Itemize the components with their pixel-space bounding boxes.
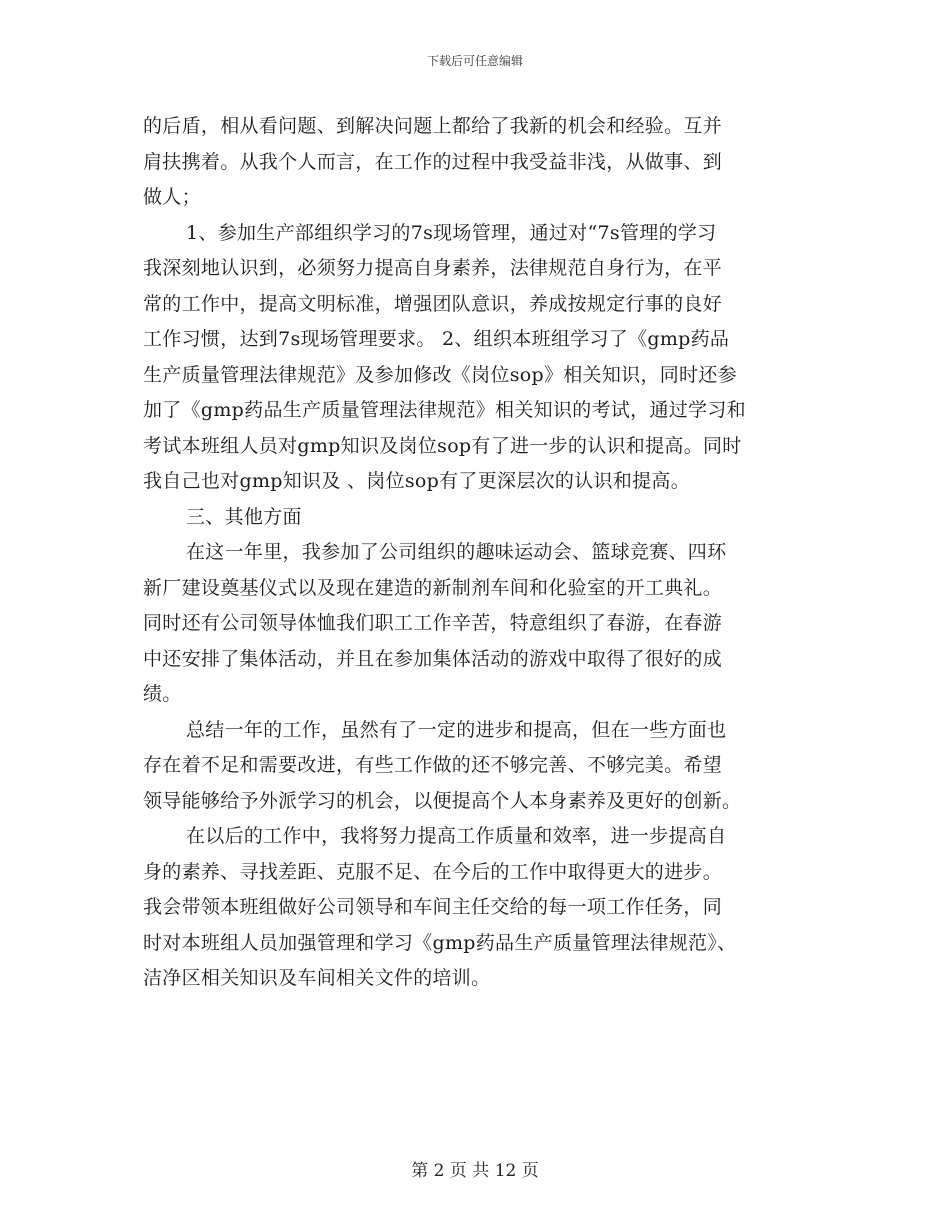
body-line: 我会带领本班组做好公司领导和车间主任交给的每一项工作任务，同 bbox=[143, 896, 723, 918]
body-line: 洁净区相关知识及车间相关文件的培训。 bbox=[143, 967, 491, 989]
body-line: 总结一年的工作，虽然有了一定的进步和提高，但在一些方面也 bbox=[186, 718, 727, 741]
body-line: 生产质量管理法律规范》及参加修改《岗位sop》相关知识，同时还参 bbox=[143, 363, 737, 386]
body-line: 做人； bbox=[143, 186, 201, 208]
body-line: 1、参加生产部组织学习的7s现场管理，通过对“7s管理的学习 bbox=[186, 221, 717, 244]
body-line: 时对本班组人员加强管理和学习《gmp药品生产质量管理法律规范》、 bbox=[143, 931, 737, 954]
page-number-footer: 第 2 页 共 12 页 bbox=[411, 1161, 539, 1181]
body-line: 存在着不足和需要改进，有些工作做的还不够完善、不够完美。希望 bbox=[143, 754, 723, 776]
body-line: 考试本班组人员对gmp知识及岗位sop有了进一步的认识和提高。同时 bbox=[143, 434, 742, 457]
body-line: 肩扶携着。从我个人而言，在工作的过程中我受益非浅，从做事、到 bbox=[143, 150, 723, 173]
body-line: 常的工作中，提高文明标准，增强团队意识，养成按规定行事的良好 bbox=[143, 292, 723, 315]
body-line: 同时还有公司领导体恤我们职工工作辛苦，特意组织了春游，在春游 bbox=[143, 612, 723, 634]
body-line: 在以后的工作中，我将努力提高工作质量和效率，进一步提高自 bbox=[186, 825, 727, 847]
body-line: 中还安排了集体活动，并且在参加集体活动的游戏中取得了很好的成 bbox=[143, 647, 723, 670]
body-line: 我深刻地认识到，必须努力提高自身素养，法律规范自身行为，在平 bbox=[143, 257, 723, 279]
body-line: 绩。 bbox=[143, 683, 182, 705]
body-line: 工作习惯，达到7s现场管理要求。 2、组织本班组学习了《gmp药品 bbox=[143, 328, 730, 350]
body-line: 身的素养、寻找差距、克服不足、在今后的工作中取得更大的进步。 bbox=[143, 860, 723, 883]
body-line: 在这一年里，我参加了公司组织的趣味运动会、篮球竞赛、四环 bbox=[186, 541, 727, 563]
body-line: 的后盾，相从看问题、到解决问题上都给了我新的机会和经验。互并 bbox=[143, 115, 723, 137]
section-heading: 三、其他方面 bbox=[186, 505, 302, 528]
body-line: 领导能够给予外派学习的机会，以便提高个人本身素养及更好的创新。 bbox=[143, 789, 742, 812]
body-line: 新厂建设奠基仪式以及现在建造的新制剂车间和化验室的开工典礼。 bbox=[143, 576, 723, 599]
document-body bbox=[143, 109, 808, 997]
body-line: 我自己也对gmp知识及 、岗位sop有了更深层次的认识和提高。 bbox=[143, 470, 691, 492]
body-line: 加了《gmp药品生产质量管理法律规范》相关知识的考试，通过学习和 bbox=[143, 399, 746, 421]
page-header: 下载后可任意编辑 bbox=[426, 54, 523, 68]
